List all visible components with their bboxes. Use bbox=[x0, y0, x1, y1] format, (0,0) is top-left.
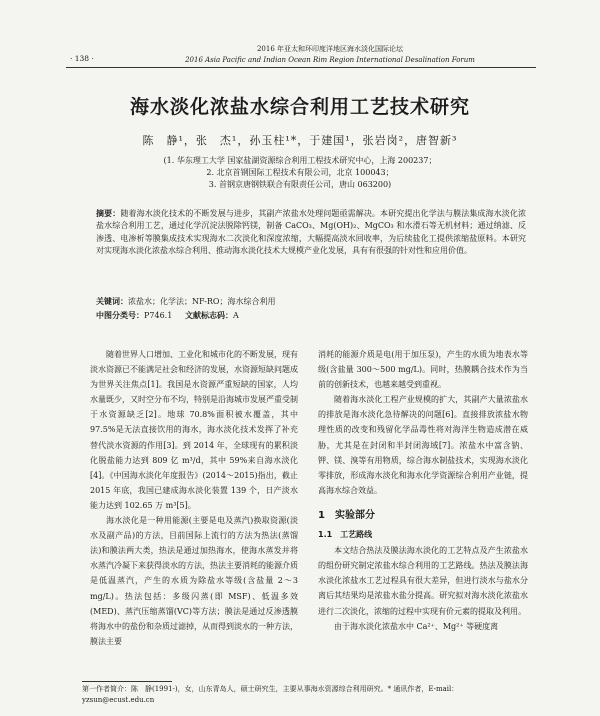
abstract-text: 随着海水淡化技术的不断发展与进步，其副产浓盐水处理问题亟需解决。本研究提出化学法与膜法集成海水淡化浓盐水综合利用工艺，通过化学沉淀法脱除钙镁，制备 CaCO₃、Mg(OH)₂、MgCO₃ 和水滑石等无机材料；通过纳滤、反渗透、电渗析等膜集成技术实现海水二次淡化和深度浓缩，大幅提高淡水回收率，为后续盐化工提供浓缩盐原料。本研究对实现海水淡化浓盐水综合利用、推动海水淡化技术大规模产业化发展，具有有很强的针对性和应用价值。 bbox=[96, 209, 527, 256]
body-paragraph: 本文结合热法及膜法海水淡化的工艺特点及产生浓盐水的组份研究制定浓盐水综合利用的工艺路线。热法及膜法海水淡化浓盐水工艺过程具有很大差异，但进行淡水与盐水分离后其结果均是浓盐水盐分提高。研究拟对海水淡化浓盐水进行二次淡化，浓缩的过程中实现有价元素的提取及利用。 bbox=[318, 546, 528, 616]
doc-code: A bbox=[233, 311, 239, 320]
doc-code-label: 文献标志码： bbox=[185, 311, 234, 320]
affiliation-2: 2. 北京首钢国际工程技术有限公司，北京 100043； bbox=[206, 168, 394, 177]
classification-code: P746.1 bbox=[144, 311, 173, 320]
conference-title-cn: 2016 年亚太和环印度洋地区海水淡化国际论坛 bbox=[256, 45, 404, 53]
page-number: · 138 · bbox=[70, 54, 94, 63]
conference-title-en: 2016 Asia Pacific and Indian Ocean Rim Region International Desalination Forum bbox=[185, 56, 475, 64]
keywords bbox=[96, 296, 526, 308]
keywords-text: 浓盐水；化学法；NF-RO；海水综合利用 bbox=[128, 297, 276, 306]
subsection-heading: 1.1 工艺路线 bbox=[318, 530, 373, 540]
paper-title: 海水淡化浓盐水综合利用工艺技术研究 bbox=[129, 96, 470, 118]
body-paragraph: 随着海水淡化工程产业规模的扩大，其副产大量浓盐水的排放是海水淡化急待解决的问题[6]。直接排放浓盐水物理性质的改变和残留化学品毒性将对海洋生物造成潜在威胁，尤其是在封闭和半封闭海域[7]。浓盐水中富含钠、钾、镁、溴等有用物质，综合海水制盐技术，实现海水淡化零排放，形成海水淡化和海水化学资源综合利用产业链，提高海水综合效益。 bbox=[318, 395, 528, 495]
body-paragraph: 消耗的能源介质是电(用于加压泵)，产生的水质为地表水等级(含盐量 300～500 mg/L)。同时，热膜耦合技术作为当前的创新技术，也越来越受到重视。 bbox=[318, 350, 528, 390]
body-column-left bbox=[90, 347, 298, 649]
abstract-label: 摘要： bbox=[96, 209, 121, 218]
running-header bbox=[0, 0, 600, 70]
section-heading: 1 实验部分 bbox=[318, 509, 375, 521]
keywords-label: 关键词： bbox=[96, 297, 128, 306]
author-footnote: 第一作者简介：陈 静(1991-)，女，山东青岛人，硕士研究生，主要从事海水资源综合利用研究。* 通讯作者，E-mail：yzsun@ecust.edu.cn bbox=[82, 685, 459, 704]
author-list: 陈 静¹，张 杰¹，孙玉柱¹*，于建国¹，张岩岗²，唐智新³ bbox=[142, 134, 458, 147]
body-paragraph: 由于海水淡化浓盐水中 Ca²⁺、Mg²⁺ 等硬度离 bbox=[334, 621, 499, 631]
affiliation-3: 3. 首钢京唐钢铁联合有限责任公司，唐山 063200) bbox=[208, 180, 392, 189]
body-paragraph: 随着世界人口增加、工业化和城市化的不断发展，现有淡水资源已不能满足社会和经济的发展，水资源短缺问题成为世界关注焦点[1]。我国是水资源严重短缺的国家，人均水量既少，又时空分布不均，特别是沿海城市发展严重受制于水资源缺乏[2]。地球 70.8%面积被水覆盖，其中 97.5%是无法直接饮用的海水，海水淡化技术发挥了补充替代淡水资源的作用[3]。到 2014 年，全球现有的累积淡化脱盐能力达到 809 亿 m³/d，其中 59%来自海水淡化[4]。《中国海水淡化年度报告》(2014～2015)指出，截止 2015 年底，我国已建成海水淡化装置 139 个，日产淡水能力达到 102.65 万 m³[5]。 bbox=[90, 350, 298, 510]
body-paragraph: 海水淡化是一种用能源(主要是电及蒸汽)换取资源(淡水及副产品)的方法，目前国际上流行的方法为热法(蒸馏法)和膜法两大类，热法是通过加热海水，使海水蒸发并将水蒸汽冷凝下来获得淡水的方法，热法主要消耗的能源介质是低温蒸汽，产生的水质为除盐水等级(含盐量 2～3 mg/L)。热法包括：多级闪蒸(即 MSF)、低温多效(MED)、蒸汽压缩蒸馏(VC)等方法；膜法是通过反渗透膜将海水中的盐份和杂质过滤掉，从而得到淡水的一种方法，膜法主要 bbox=[90, 516, 298, 646]
abstract bbox=[96, 208, 526, 258]
header-rule bbox=[66, 67, 536, 68]
footnote-rule bbox=[82, 681, 172, 682]
body-column-right bbox=[318, 347, 528, 634]
affiliation-1: (1. 华东理工大学 国家盐湖资源综合利用工程技术研究中心，上海 200237； bbox=[163, 156, 437, 165]
classification-line bbox=[96, 310, 526, 321]
classification-label: 中图分类号： bbox=[96, 311, 144, 320]
